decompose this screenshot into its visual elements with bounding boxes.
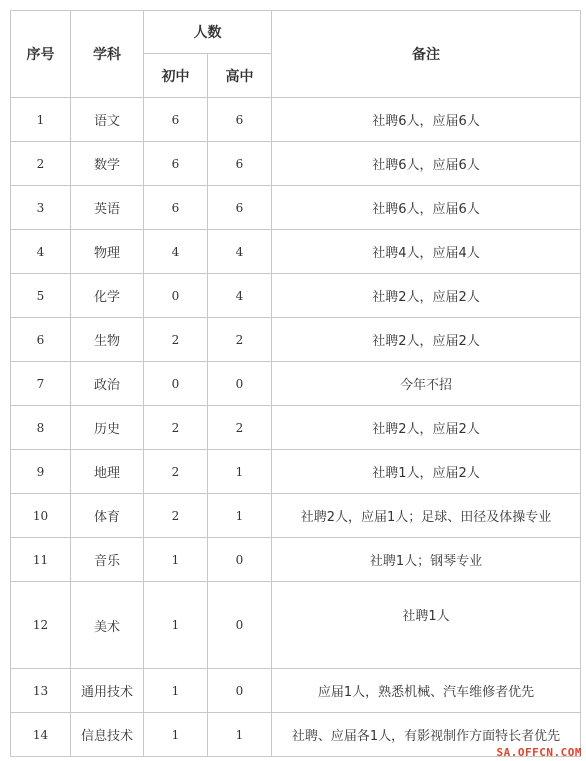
row-note: 社聘1人；钢琴专业 bbox=[272, 538, 581, 582]
row-seq: 4 bbox=[11, 230, 71, 274]
row-junior-count: 2 bbox=[144, 406, 208, 450]
row-senior-count: 1 bbox=[208, 494, 272, 538]
row-junior-count: 6 bbox=[144, 98, 208, 142]
row-senior-count: 0 bbox=[208, 538, 272, 582]
row-seq: 7 bbox=[11, 362, 71, 406]
table-row bbox=[11, 406, 581, 450]
header-note: 备注 bbox=[272, 11, 581, 98]
row-seq: 1 bbox=[11, 98, 71, 142]
row-seq: 9 bbox=[11, 450, 71, 494]
row-subject: 历史 bbox=[71, 406, 144, 450]
row-senior-count: 1 bbox=[208, 713, 272, 757]
row-subject: 化学 bbox=[71, 274, 144, 318]
row-junior-count: 4 bbox=[144, 230, 208, 274]
row-junior-count: 2 bbox=[144, 318, 208, 362]
row-senior-count: 2 bbox=[208, 318, 272, 362]
row-seq: 10 bbox=[11, 494, 71, 538]
row-subject: 物理 bbox=[71, 230, 144, 274]
row-subject: 音乐 bbox=[71, 538, 144, 582]
row-junior-count: 1 bbox=[144, 669, 208, 713]
row-note: 应届1人，熟悉机械、汽车维修者优先 bbox=[272, 669, 581, 713]
row-junior-count: 0 bbox=[144, 362, 208, 406]
table-row bbox=[11, 362, 581, 406]
header-senior: 高中 bbox=[208, 54, 272, 98]
row-note-text: 社聘1人 bbox=[402, 609, 450, 624]
row-subject: 语文 bbox=[71, 98, 144, 142]
row-subject: 信息技术 bbox=[71, 713, 144, 757]
row-note bbox=[272, 582, 581, 669]
header-seq: 序号 bbox=[11, 11, 71, 98]
row-senior-count: 4 bbox=[208, 274, 272, 318]
row-senior-count: 0 bbox=[208, 362, 272, 406]
row-seq: 8 bbox=[11, 406, 71, 450]
row-note: 社聘2人，应届1人；足球、田径及体操专业 bbox=[272, 494, 581, 538]
row-seq: 2 bbox=[11, 142, 71, 186]
row-note: 社聘2人，应届2人 bbox=[272, 406, 581, 450]
row-junior-count: 6 bbox=[144, 186, 208, 230]
table-row bbox=[11, 450, 581, 494]
row-note: 社聘4人，应届4人 bbox=[272, 230, 581, 274]
row-note: 社聘6人，应届6人 bbox=[272, 186, 581, 230]
row-note: 社聘2人，应届2人 bbox=[272, 274, 581, 318]
header-count: 人数 bbox=[144, 11, 272, 54]
table-row bbox=[11, 230, 581, 274]
table-row bbox=[11, 98, 581, 142]
table-row bbox=[11, 186, 581, 230]
header-subject: 学科 bbox=[71, 11, 144, 98]
row-seq: 14 bbox=[11, 713, 71, 757]
row-senior-count: 0 bbox=[208, 669, 272, 713]
header-junior: 初中 bbox=[144, 54, 208, 98]
row-senior-count: 0 bbox=[208, 582, 272, 669]
row-seq: 5 bbox=[11, 274, 71, 318]
row-junior-count: 1 bbox=[144, 582, 208, 669]
row-subject: 数学 bbox=[71, 142, 144, 186]
row-junior-count: 0 bbox=[144, 274, 208, 318]
row-note: 社聘6人，应届6人 bbox=[272, 142, 581, 186]
watermark: SA.OFFCN.COM bbox=[496, 746, 582, 759]
recruitment-table bbox=[10, 10, 581, 757]
table-row bbox=[11, 142, 581, 186]
row-subject: 生物 bbox=[71, 318, 144, 362]
row-senior-count: 6 bbox=[208, 98, 272, 142]
row-seq: 3 bbox=[11, 186, 71, 230]
row-junior-count: 1 bbox=[144, 713, 208, 757]
row-seq: 6 bbox=[11, 318, 71, 362]
row-note: 社聘2人，应届2人 bbox=[272, 318, 581, 362]
row-note: 社聘、应届各1人，有影视制作方面特长者优先 bbox=[272, 713, 581, 757]
row-seq: 12 bbox=[11, 582, 71, 669]
table-row bbox=[11, 669, 581, 713]
row-subject: 体育 bbox=[71, 494, 144, 538]
row-senior-count: 2 bbox=[208, 406, 272, 450]
row-junior-count: 6 bbox=[144, 142, 208, 186]
row-subject: 政治 bbox=[71, 362, 144, 406]
row-note: 今年不招 bbox=[272, 362, 581, 406]
table-row bbox=[11, 274, 581, 318]
table-row bbox=[11, 494, 581, 538]
row-seq: 11 bbox=[11, 538, 71, 582]
row-senior-count: 1 bbox=[208, 450, 272, 494]
row-senior-count: 6 bbox=[208, 142, 272, 186]
row-senior-count: 4 bbox=[208, 230, 272, 274]
row-junior-count: 2 bbox=[144, 494, 208, 538]
row-junior-count: 2 bbox=[144, 450, 208, 494]
row-senior-count: 6 bbox=[208, 186, 272, 230]
row-subject: 地理 bbox=[71, 450, 144, 494]
row-junior-count: 1 bbox=[144, 538, 208, 582]
table-row bbox=[11, 318, 581, 362]
row-subject: 通用技术 bbox=[71, 669, 144, 713]
row-seq: 13 bbox=[11, 669, 71, 713]
row-subject: 美术 bbox=[71, 582, 144, 669]
row-note: 社聘6人，应届6人 bbox=[272, 98, 581, 142]
row-subject: 英语 bbox=[71, 186, 144, 230]
table-row bbox=[11, 713, 581, 757]
table-body bbox=[11, 98, 581, 757]
row-note: 社聘1人，应届2人 bbox=[272, 450, 581, 494]
table-row bbox=[11, 582, 581, 669]
table-row bbox=[11, 538, 581, 582]
